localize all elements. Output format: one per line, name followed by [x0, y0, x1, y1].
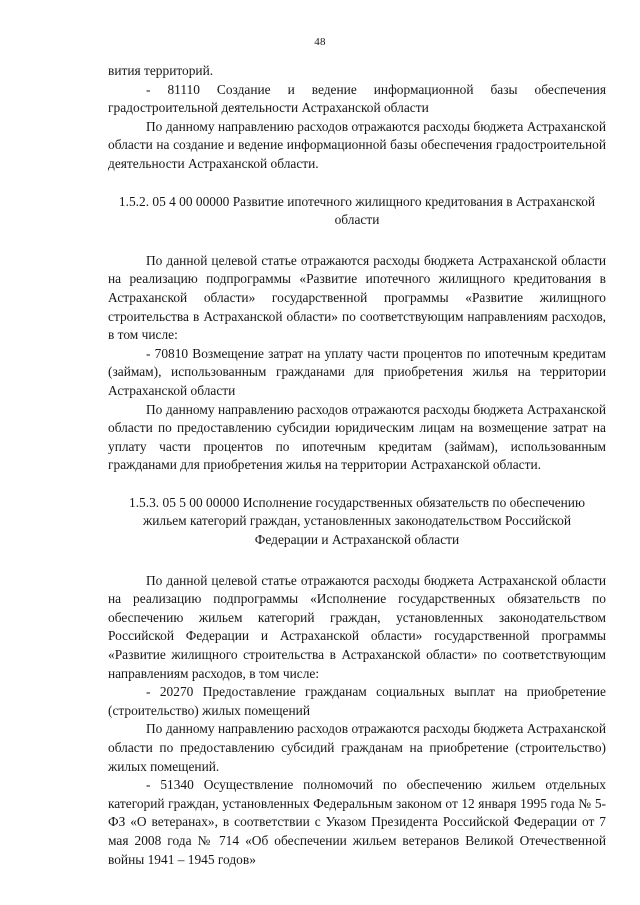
list-item-81110: - 81110 Создание и ведение информационной базы обеспечения градостроительной деятельности Астраханской области	[108, 81, 606, 116]
paragraph-direction-81110: По данному направлению расходов отражаются расходы бюджета Астраханской области на создание и ведение информационной базы обеспечения градостроительной деятельности Астраханской области.	[108, 118, 606, 171]
spacer	[108, 475, 606, 494]
section-heading-1-5-3: 1.5.3. 05 5 00 00000 Исполнение государственных обязательств по обеспечению жильем категорий граждан, установленных законодательством Российской Федерации и Астраханской области	[129, 494, 585, 548]
paragraph-direction-70810: По данному направлению расходов отражаются расходы бюджета Астраханской области по предоставлению субсидии юридическим лицам на возмещение затрат на уплату части процентов по ипотечным кредитам (займам), использованным гражданами для приобретения жилья на территории Астраханской области.	[108, 401, 606, 473]
list-item-70810: - 70810 Возмещение затрат на уплату части процентов по ипотечным кредитам (займам), использованным гражданами для приобретения жилья на территории Астраханской области	[108, 345, 606, 398]
paragraph-intro-1-5-3: По данной целевой статье отражаются расходы бюджета Астраханской области на реализацию подпрограммы «Исполнение государственных обязательств по обеспечению жильем категорий граждан, установленных законодательством Российской Федерации и Астраханской области» государственной программы «Развитие жилищного строительства в Астраханской области» по соответствующим направлениям расходов, в том числе:	[108, 572, 606, 681]
document-body	[108, 62, 606, 869]
page-number: 48	[314, 36, 326, 48]
paragraph-intro-1-5-2: По данной целевой статье отражаются расходы бюджета Астраханской области на реализацию подпрограммы «Развитие ипотечного жилищного кредитования в Астраханской области» государственной программы «Развитие жилищного строительства в Астраханской области» по соответствующим направлениям расходов, в том числе:	[108, 252, 606, 343]
list-item-20270: - 20270 Предоставление гражданам социальных выплат на приобретение (строительство) жилых помещений	[108, 684, 606, 718]
spacer	[108, 550, 606, 572]
paragraph-direction-20270: По данному направлению расходов отражаются расходы бюджета Астраханской области по предоставлению субсидий гражданам на приобретение (строительство) жилых помещений.	[108, 721, 606, 774]
list-item-51340: - 51340 Осуществление полномочий по обеспечению жильем отдельных категорий граждан, установленных Федеральным законом от 12 января 1995 года № 5-ФЗ «О ветеранах», в соответствии с Указом Президента Российской Федерации от 7 мая 2008 года № 714 «Об обеспечении жильем ветеранов Великой Отечественной войны 1941 – 1945 годов»	[108, 777, 606, 867]
section-heading-1-5-2: 1.5.2. 05 4 00 00000 Развитие ипотечного жилищного кредитования в Астраханской области	[118, 193, 596, 228]
spacer	[108, 230, 606, 252]
paragraph-continuation: вития территорий.	[108, 63, 214, 78]
spacer	[108, 174, 606, 193]
